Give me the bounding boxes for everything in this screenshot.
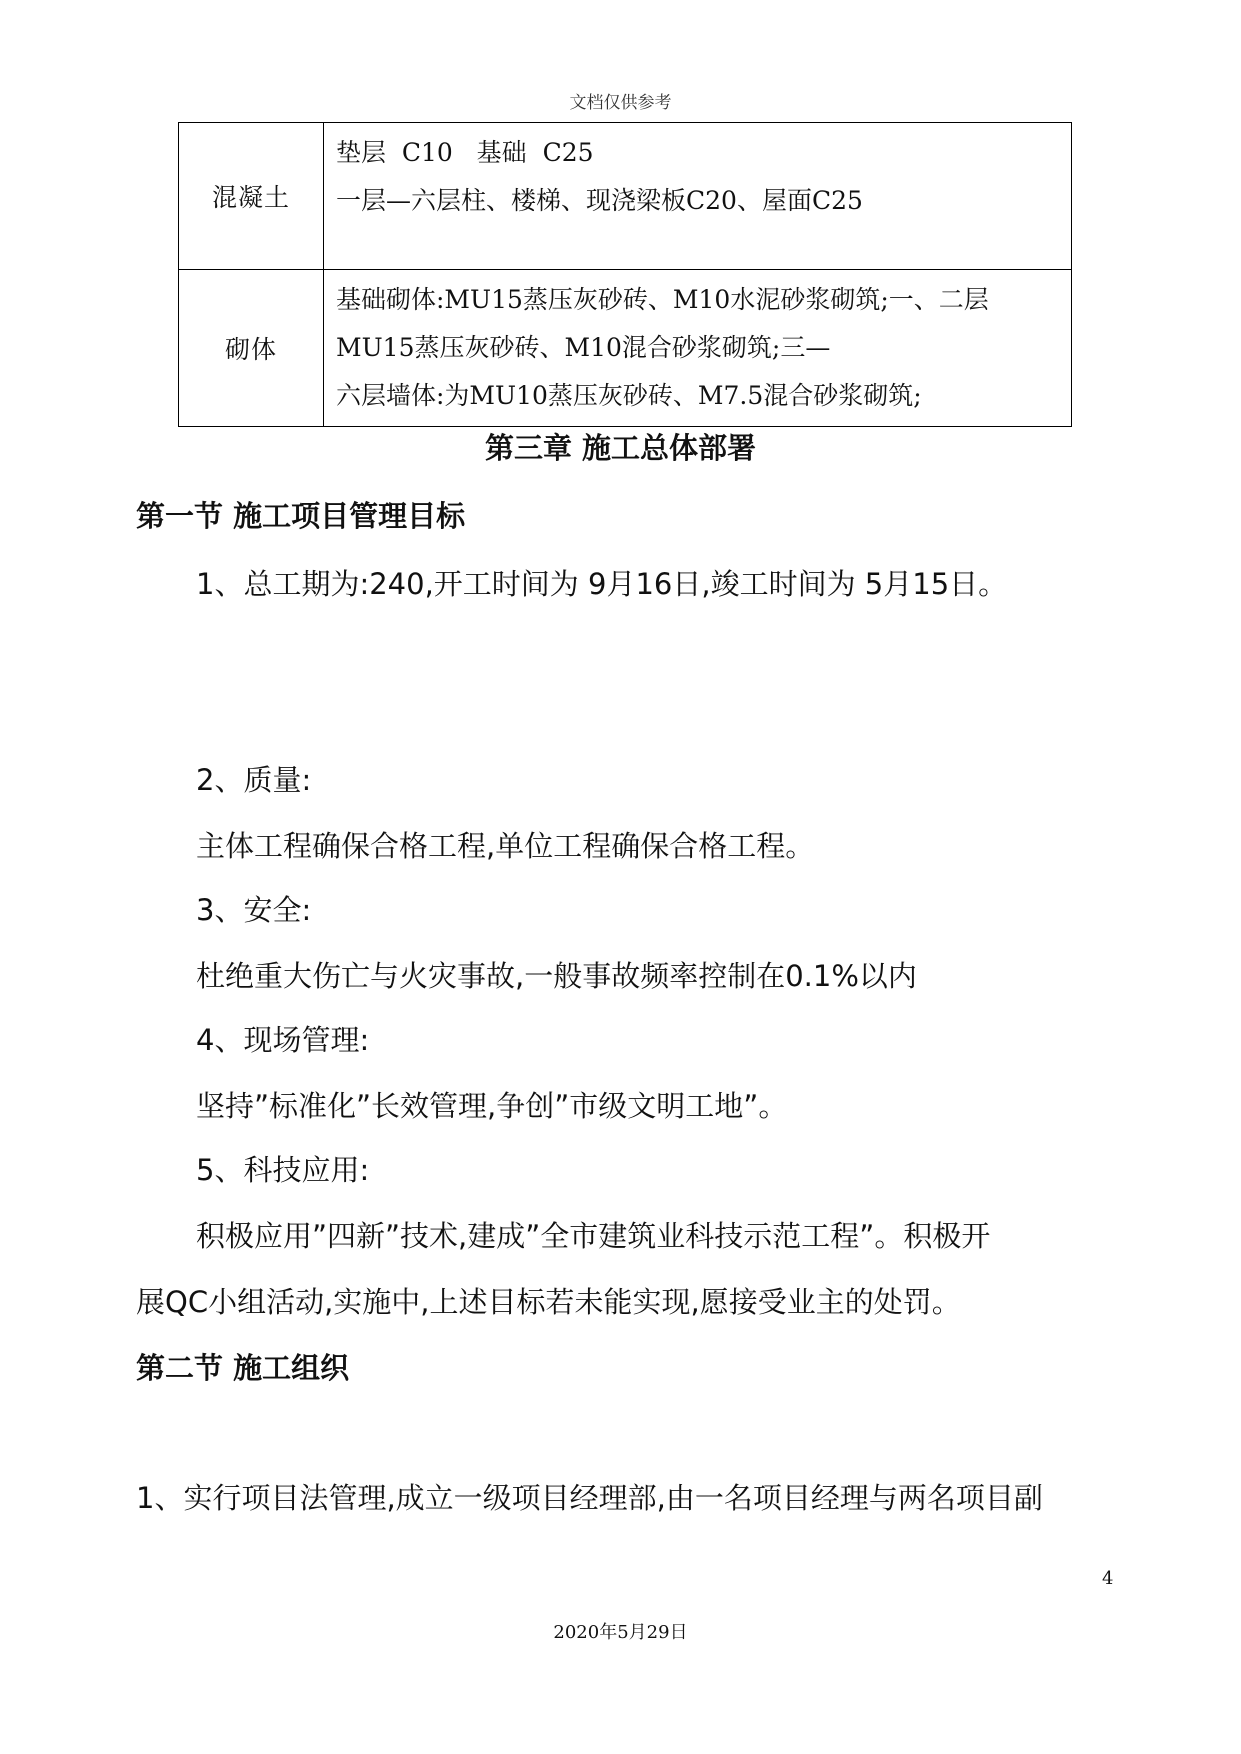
paragraph: 3、安全: — [196, 893, 312, 927]
paragraph: 5、科技应用: — [196, 1153, 370, 1187]
chapter-title: 第三章 施工总体部署 — [484, 431, 757, 465]
paragraph: 展QC小组活动,实施中,上述目标若未能实现,愿接受业主的处罚。 — [136, 1285, 961, 1319]
footer-date: 2020年5月29日 — [553, 1622, 688, 1643]
spec-table — [178, 122, 1072, 427]
row-value-masonry — [324, 270, 1072, 427]
value-line: 一层—六层柱、楼梯、现浇梁板C20、屋面C25 — [336, 186, 863, 215]
paragraph: 1、实行项目法管理,成立一级项目经理部,由一名项目经理与两名项目副 — [136, 1481, 1043, 1515]
value-line: MU15蒸压灰砂砖、M10混合砂浆砌筑;三— — [336, 333, 831, 362]
section1-title: 第一节 施工项目管理目标 — [136, 499, 466, 533]
value-line: 垫层 C10 基础 C25 — [336, 138, 594, 167]
paragraph: 2、质量: — [196, 763, 312, 797]
table-row — [179, 123, 1072, 270]
paragraph: 主体工程确保合格工程,单位工程确保合格工程。 — [196, 829, 815, 863]
section2-title: 第二节 施工组织 — [136, 1351, 350, 1385]
paragraph: 坚持”标准化”长效管理,争创”市级文明工地”。 — [196, 1089, 788, 1123]
paragraph: 4、现场管理: — [196, 1023, 370, 1057]
paragraph: 杜绝重大伤亡与火灾事故,一般事故频率控制在0.1%以内 — [196, 959, 917, 993]
page-number: 4 — [1102, 1568, 1114, 1589]
paragraph: 积极应用”四新”技术,建成”全市建筑业科技示范工程”。积极开 — [196, 1219, 991, 1253]
row-value-concrete — [324, 123, 1072, 270]
table-row — [179, 270, 1072, 427]
header-note: 文档仅供参考 — [569, 93, 672, 113]
value-line: 基础砌体:MU15蒸压灰砂砖、M10水泥砂浆砌筑;一、二层 — [336, 285, 989, 314]
value-line: 六层墙体:为MU10蒸压灰砂砖、M7.5混合砂浆砌筑; — [336, 381, 922, 410]
paragraph: 1、总工期为:240,开工时间为 9月16日,竣工时间为 5月15日。 — [196, 567, 1008, 601]
row-label-masonry: 砌体 — [179, 270, 324, 427]
row-label-concrete: 混凝土 — [179, 123, 324, 270]
